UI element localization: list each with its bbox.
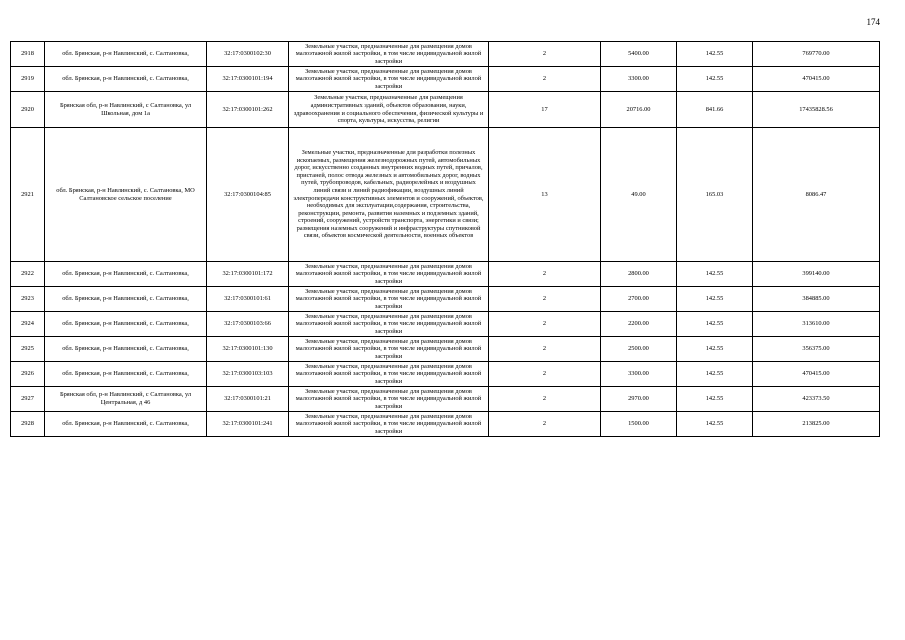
specific-value-cell: 142.55	[677, 262, 753, 287]
table-row	[11, 337, 880, 362]
land-use-cell: Земельные участки, предназначенные для размещения домов малоэтажной жилой застройки, в том числе индивидуальной жилой застройки	[289, 412, 489, 437]
row-number: 2925	[11, 337, 45, 362]
cadastral-number-cell: 32:17:0300101:172	[207, 262, 289, 287]
area-cell: 2970.00	[601, 387, 677, 412]
specific-value-cell: 142.55	[677, 362, 753, 387]
row-number: 2918	[11, 42, 45, 67]
address-cell: обл. Брянская, р-н Навлинский, с. Салтановка, МО Салтановское сельское поселение	[45, 128, 207, 262]
specific-value-cell: 142.55	[677, 287, 753, 312]
row-number: 2920	[11, 92, 45, 128]
land-use-cell: Земельные участки, предназначенные для разработки полезных ископаемых, размещения железнодорожных путей, автомобильных дорог, искусственно созданных внутренних водных путей, причалов, пристаней, полос отвода железных и автомобильных дорог, водных путей, трубопроводов, кабельных, радиорелейных и воздушных линий связи и линий радиофикации, воздушных линий электропередачи конструктивных элементов и сооружений, объектов, необходимых для эксплуатации,содержания, строительства, реконструкции, ремонта, развития наземных и подземных зданий, строений, сооружений, устройств транспорта, энергетики и связи; размещения наземных сооружений и инфраструктуры спутниковой связи, объектов космической деятельности, военных объектов	[289, 128, 489, 262]
address-cell: обл. Брянская, р-н Навлинский, с. Салтановка,	[45, 412, 207, 437]
address-cell: обл. Брянская, р-н Навлинский, с. Салтановка,	[45, 42, 207, 67]
cadastral-number-cell: 32:17:0300101:194	[207, 67, 289, 92]
use-code-cell: 2	[489, 67, 601, 92]
area-cell: 1500.00	[601, 412, 677, 437]
row-number: 2919	[11, 67, 45, 92]
use-code-cell: 2	[489, 337, 601, 362]
row-number: 2923	[11, 287, 45, 312]
cadastral-number-cell: 32:17:0300104:85	[207, 128, 289, 262]
table-body	[11, 42, 880, 437]
cadastral-number-cell: 32:17:0300103:103	[207, 362, 289, 387]
area-cell: 2500.00	[601, 337, 677, 362]
land-use-cell: Земельные участки, предназначенные для размещения домов малоэтажной жилой застройки, в том числе индивидуальной жилой застройки	[289, 262, 489, 287]
use-code-cell: 2	[489, 42, 601, 67]
row-number: 2924	[11, 312, 45, 337]
specific-value-cell: 142.55	[677, 337, 753, 362]
table-row	[11, 128, 880, 262]
area-cell: 3300.00	[601, 67, 677, 92]
cadastral-number-cell: 32:17:0300101:241	[207, 412, 289, 437]
use-code-cell: 2	[489, 412, 601, 437]
table-row	[11, 42, 880, 67]
specific-value-cell: 841.66	[677, 92, 753, 128]
row-number: 2927	[11, 387, 45, 412]
row-number: 2922	[11, 262, 45, 287]
cadastral-value-cell: 769770.00	[753, 42, 880, 67]
row-number: 2921	[11, 128, 45, 262]
cadastral-value-cell: 17435828.56	[753, 92, 880, 128]
specific-value-cell: 142.55	[677, 67, 753, 92]
area-cell: 49.00	[601, 128, 677, 262]
cadastral-value-cell: 470415.00	[753, 362, 880, 387]
land-use-cell: Земельные участки, предназначенные для размещения домов малоэтажной жилой застройки, в том числе индивидуальной жилой застройки	[289, 67, 489, 92]
area-cell: 3300.00	[601, 362, 677, 387]
land-use-cell: Земельные участки, предназначенные для размещения домов малоэтажной жилой застройки, в том числе индивидуальной жилой застройки	[289, 337, 489, 362]
address-cell: Брянская обл, р-н Навлинский, с Салтановка, ул Школьная, дом 1а	[45, 92, 207, 128]
use-code-cell: 2	[489, 312, 601, 337]
land-use-cell: Земельные участки, предназначенные для размещения домов малоэтажной жилой застройки, в том числе индивидуальной жилой застройки	[289, 287, 489, 312]
cadastral-value-cell: 356375.00	[753, 337, 880, 362]
area-cell: 2700.00	[601, 287, 677, 312]
table-row	[11, 262, 880, 287]
cadastral-value-cell: 8086.47	[753, 128, 880, 262]
cadastral-value-cell: 470415.00	[753, 67, 880, 92]
address-cell: обл. Брянская, р-н Навлинский, с. Салтановка,	[45, 362, 207, 387]
specific-value-cell: 142.55	[677, 387, 753, 412]
cadastral-number-cell: 32:17:0300101:262	[207, 92, 289, 128]
address-cell: обл. Брянская, р-н Навлинский, с. Салтановка,	[45, 262, 207, 287]
cadastral-value-cell: 313610.00	[753, 312, 880, 337]
cadastral-number-cell: 32:17:0300101:21	[207, 387, 289, 412]
specific-value-cell: 142.55	[677, 412, 753, 437]
area-cell: 5400.00	[601, 42, 677, 67]
area-cell: 2800.00	[601, 262, 677, 287]
table-row	[11, 67, 880, 92]
land-use-cell: Земельные участки, предназначенные для размещения административных зданий, объектов образования, науки, здравоохранения и социального обеспечения, физической культуры и спорта, культуры, искусства, религии	[289, 92, 489, 128]
land-use-cell: Земельные участки, предназначенные для размещения домов малоэтажной жилой застройки, в том числе индивидуальной жилой застройки	[289, 362, 489, 387]
address-cell: обл. Брянская, р-н Навлинский, с. Салтановка,	[45, 337, 207, 362]
row-number: 2928	[11, 412, 45, 437]
specific-value-cell: 142.55	[677, 312, 753, 337]
table-row	[11, 412, 880, 437]
address-cell: обл. Брянская, р-н Навлинский, с. Салтановка,	[45, 67, 207, 92]
land-plot-table	[10, 41, 880, 437]
cadastral-number-cell: 32:17:0300103:66	[207, 312, 289, 337]
address-cell: обл. Брянская, р-н Навлинский, с. Салтановка,	[45, 287, 207, 312]
cadastral-value-cell: 384885.00	[753, 287, 880, 312]
table-row	[11, 362, 880, 387]
use-code-cell: 2	[489, 387, 601, 412]
table-row	[11, 312, 880, 337]
cadastral-value-cell: 399140.00	[753, 262, 880, 287]
use-code-cell: 2	[489, 262, 601, 287]
table-row	[11, 287, 880, 312]
cadastral-number-cell: 32:17:0300101:130	[207, 337, 289, 362]
address-cell: обл. Брянская, р-н Навлинский, с. Салтановка,	[45, 312, 207, 337]
land-use-cell: Земельные участки, предназначенные для размещения домов малоэтажной жилой застройки, в том числе индивидуальной жилой застройки	[289, 42, 489, 67]
address-cell: Брянская обл, р-н Навлинский, с Салтановка, ул Центральная, д 46	[45, 387, 207, 412]
cadastral-value-cell: 423373.50	[753, 387, 880, 412]
use-code-cell: 2	[489, 362, 601, 387]
specific-value-cell: 165.03	[677, 128, 753, 262]
table-row	[11, 387, 880, 412]
page-number: 174	[866, 17, 880, 27]
cadastral-number-cell: 32:17:0300102:30	[207, 42, 289, 67]
use-code-cell: 17	[489, 92, 601, 128]
specific-value-cell: 142.55	[677, 42, 753, 67]
table-row	[11, 92, 880, 128]
cadastral-number-cell: 32:17:0300101:61	[207, 287, 289, 312]
cadastral-value-cell: 213825.00	[753, 412, 880, 437]
land-use-cell: Земельные участки, предназначенные для размещения домов малоэтажной жилой застройки, в том числе индивидуальной жилой застройки	[289, 387, 489, 412]
row-number: 2926	[11, 362, 45, 387]
area-cell: 2200.00	[601, 312, 677, 337]
use-code-cell: 2	[489, 287, 601, 312]
area-cell: 20716.00	[601, 92, 677, 128]
use-code-cell: 13	[489, 128, 601, 262]
land-use-cell: Земельные участки, предназначенные для размещения домов малоэтажной жилой застройки, в том числе индивидуальной жилой застройки	[289, 312, 489, 337]
